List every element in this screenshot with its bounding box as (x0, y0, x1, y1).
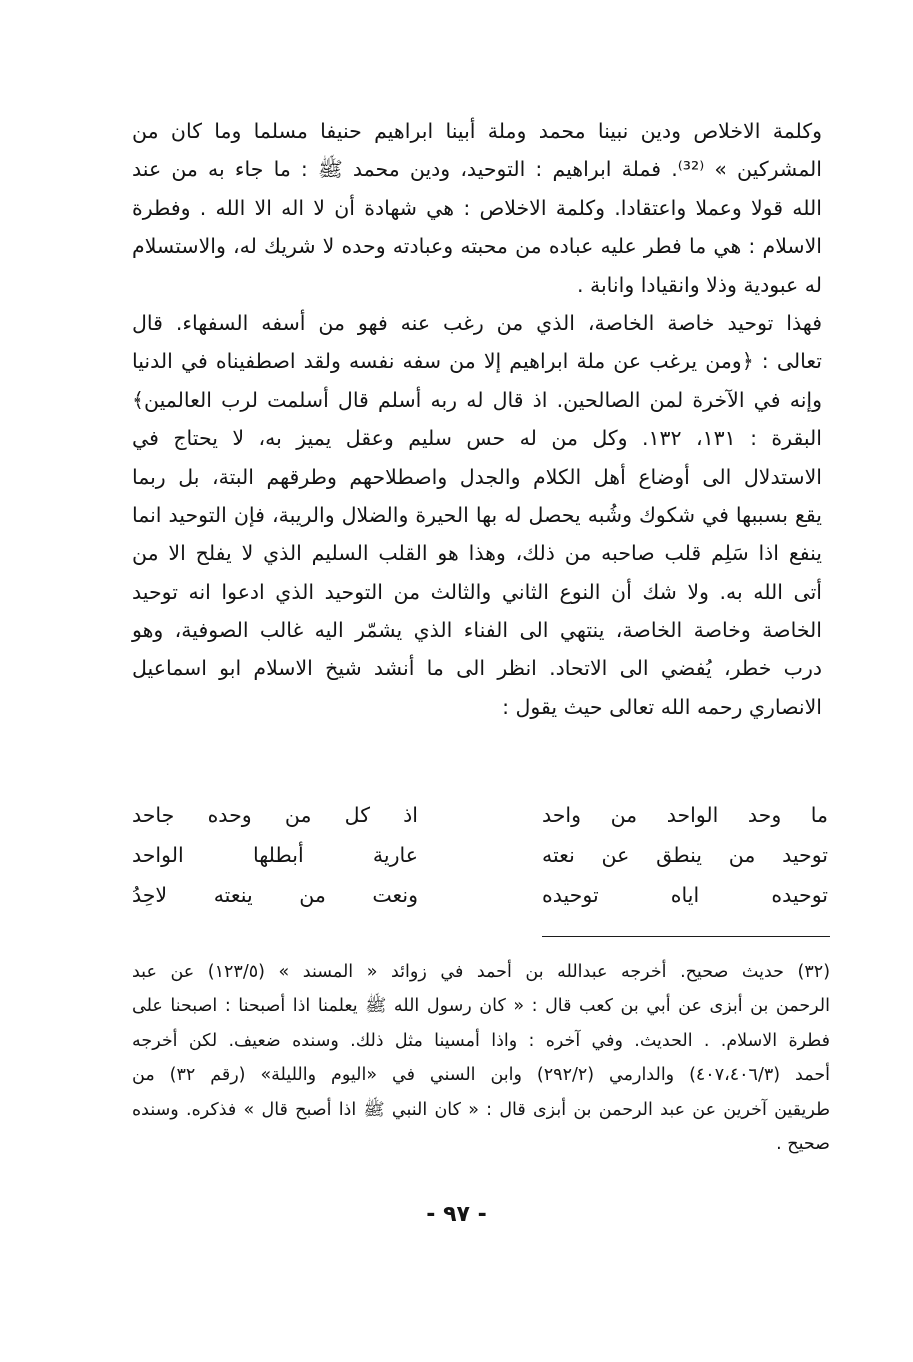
text-line: له عبودية وذلا وانقيادا وانابة . (576, 272, 822, 297)
footnote-line: طريقين آخرين عن عبد الرحمن بن أبزى قال : « كان النبي ﷺ اذا أصبح قال » فذكره. وسنده (132, 1099, 830, 1120)
text-line: وكلمة الاخلاص ودين نبينا محمد وملة أبينا ابراهيم حنيفا مسلما وما كان من (132, 119, 822, 143)
poem-verse (132, 795, 828, 835)
poem-verse (132, 875, 828, 915)
verse-second-hemistich: عارية أبطلها الواحد (132, 843, 418, 867)
verse-second-hemistich: اذ كل من وحده جاحد (132, 803, 418, 827)
verse-first-hemistich: توحيد من ينطق عن نعته (542, 843, 828, 867)
text-line: يقع بسببها في شكوك وشُبه يحصل له بها الحيرة والضلال والريبة، فإن التوحيد انما (132, 502, 822, 527)
text-line: الخاصة وخاصة الخاصة، ينتهي الى الفناء الذي يشمّر اليه غالب الصوفية، وهو (132, 618, 822, 643)
footnote-line: الرحمن بن أبزى عن أبي بن كعب قال : « كان رسول الله ﷺ يعلمنا اذا أصبحنا : اصبحنا على (132, 996, 830, 1017)
text-line: البقرة : ١٣١، ١٣٢. وكل من له حس سليم وعقل يميز به، لا يحتاج في (132, 426, 822, 451)
footnote-separator (542, 936, 830, 937)
main-text-block (132, 112, 822, 726)
footnotes-block (132, 955, 830, 1161)
text-line: الانصاري رحمه الله تعالى حيث يقول : (502, 694, 822, 719)
text-line: وإنه في الآخرة لمن الصالحين. اذ قال له ربه أسلم قال أسلمت لرب العالمين﴾ (132, 387, 822, 412)
text-line: المشركين » ⁽³²⁾. فملة ابراهيم : التوحيد، ودين محمد ﷺ : ما جاء به من عند (132, 157, 822, 182)
verse-first-hemistich: ما وحد الواحد من واحد (542, 803, 828, 827)
text-line: درب خطر، يُفضي الى الاتحاد. انظر الى ما أنشد شيخ الاسلام ابو اسماعيل (132, 656, 822, 681)
footnote-line: فطرة الاسلام. . الحديث. وفي آخره : واذا أمسينا مثل ذلك. وسنده ضعيف. لكن أخرجه (132, 1030, 830, 1051)
text-line: ينفع اذا سَلِم قلب صاحبه من ذلك، وهذا هو القلب السليم الذي لا يفلح الا من (132, 541, 822, 566)
text-line: تعالى : ﴿ومن يرغب عن ملة ابراهيم إلا من سفه نفسه ولقد اصطفيناه في الدنيا (132, 349, 822, 374)
footnote-line: أحمد (٤٠٧،٤٠٦/٣) والدارمي (٢٩٢/٢) وابن السني في «اليوم والليلة» (رقم ٣٢) من (132, 1065, 830, 1086)
verse-first-hemistich: توحيده اياه توحيده (542, 883, 828, 907)
text-line: الاسلام : هي ما فطر عليه عباده من محبته وعبادته وحده لا شريك له، والاستسلام (132, 234, 822, 259)
footnote-line: صحيح . (776, 1133, 830, 1154)
page-number: - ٩٧ - (426, 1202, 487, 1227)
poem-block (132, 795, 828, 915)
text-line: أتى الله به. ولا شك أن النوع الثاني والثالث من التوحيد الذي ادعوا انه توحيد (132, 579, 822, 604)
footnote-line: (٣٢) حديث صحيح. أخرجه عبدالله بن أحمد في زوائد « المسند » (١٢٣/٥) عن عبد (132, 962, 831, 982)
text-line: الاستدلال الى أوضاع أهل الكلام والجدل واصطلاحهم وطرقهم البتة، بل ربما (132, 464, 822, 489)
verse-second-hemistich: ونعت من ينعته لاحِدُ (132, 883, 418, 907)
poem-verse (132, 835, 828, 875)
text-line: الله قولا وعملا واعتقادا. وكلمة الاخلاص : هي شهادة أن لا اله الا الله . وفطرة (132, 195, 822, 220)
text-line: فهذا توحيد خاصة الخاصة، الذي من رغب عنه فهو من أسفه السفهاء. قال (132, 310, 822, 335)
